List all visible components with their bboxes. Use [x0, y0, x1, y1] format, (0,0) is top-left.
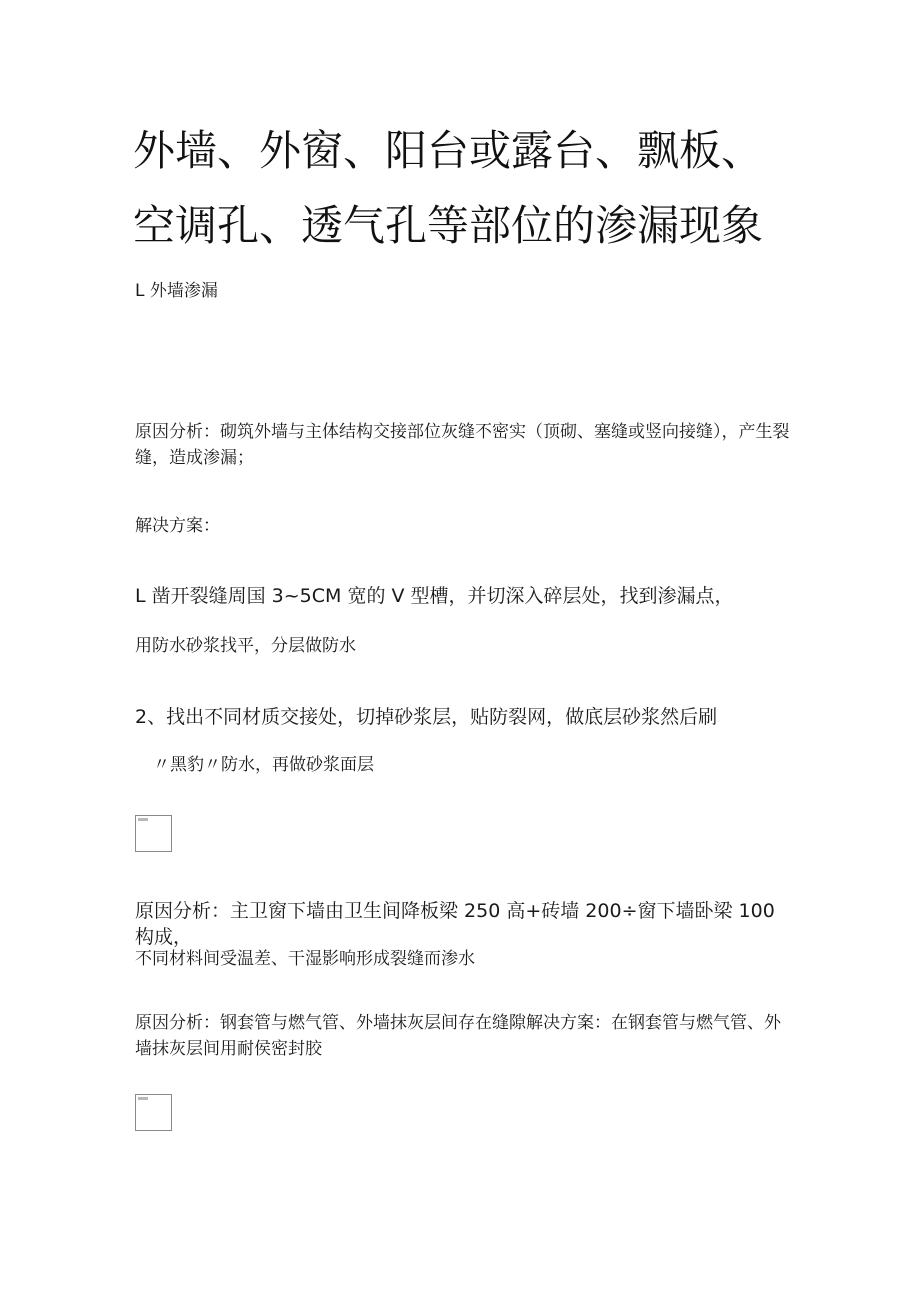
solution-step-1-line-1: L 凿开裂缝周国 3~5CM 宽的 V 型槽，并切深入碎层处，找到渗漏点， [135, 585, 734, 607]
image-placeholder-2 [135, 1094, 172, 1131]
image-thumbnail-mark [138, 1097, 148, 1100]
solution-step-1-line-2: 用防水砂浆找平，分层做防水 [135, 636, 356, 656]
solution-label: 解决方案： [135, 516, 220, 536]
image-placeholder-1 [135, 815, 172, 852]
section-heading: L 外墙渗漏 [135, 281, 218, 301]
document-title-line-2: 空调孔、透气孔等部位的渗漏现象 [133, 201, 764, 250]
document-title-line-1: 外墙、外窗、阳台或露台、飘板、 [133, 126, 764, 175]
cause-analysis-1: 原因分析：砌筑外墙与主体结构交接部位灰缝不密实（顶砌、塞缝或竖向接缝），产生裂缝，造成渗漏； [135, 422, 790, 468]
solution-step-2-line-2: 〃黑豹〃防水，再做砂浆面层 [153, 755, 374, 775]
image-thumbnail-mark [138, 818, 148, 821]
cause-analysis-2-line-1: 原因分析：主卫窗下墙由卫生间降板梁 250 高+砖墙 200÷窗下墙卧梁 100 构成， [135, 900, 775, 948]
cause-analysis-3: 原因分析：钢套管与燃气管、外墙抹灰层间存在缝隙解决方案：在钢套管与燃气管、外墙抹灰层间用耐侯密封胶 [135, 1013, 781, 1059]
cause-analysis-2-line-2: 不同材料间受温差、干湿影响形成裂缝而渗水 [135, 949, 475, 969]
solution-step-2-line-1: 2、找出不同材质交接处，切掉砂浆层，贴防裂网，做底层砂浆然后刷 [135, 706, 718, 728]
